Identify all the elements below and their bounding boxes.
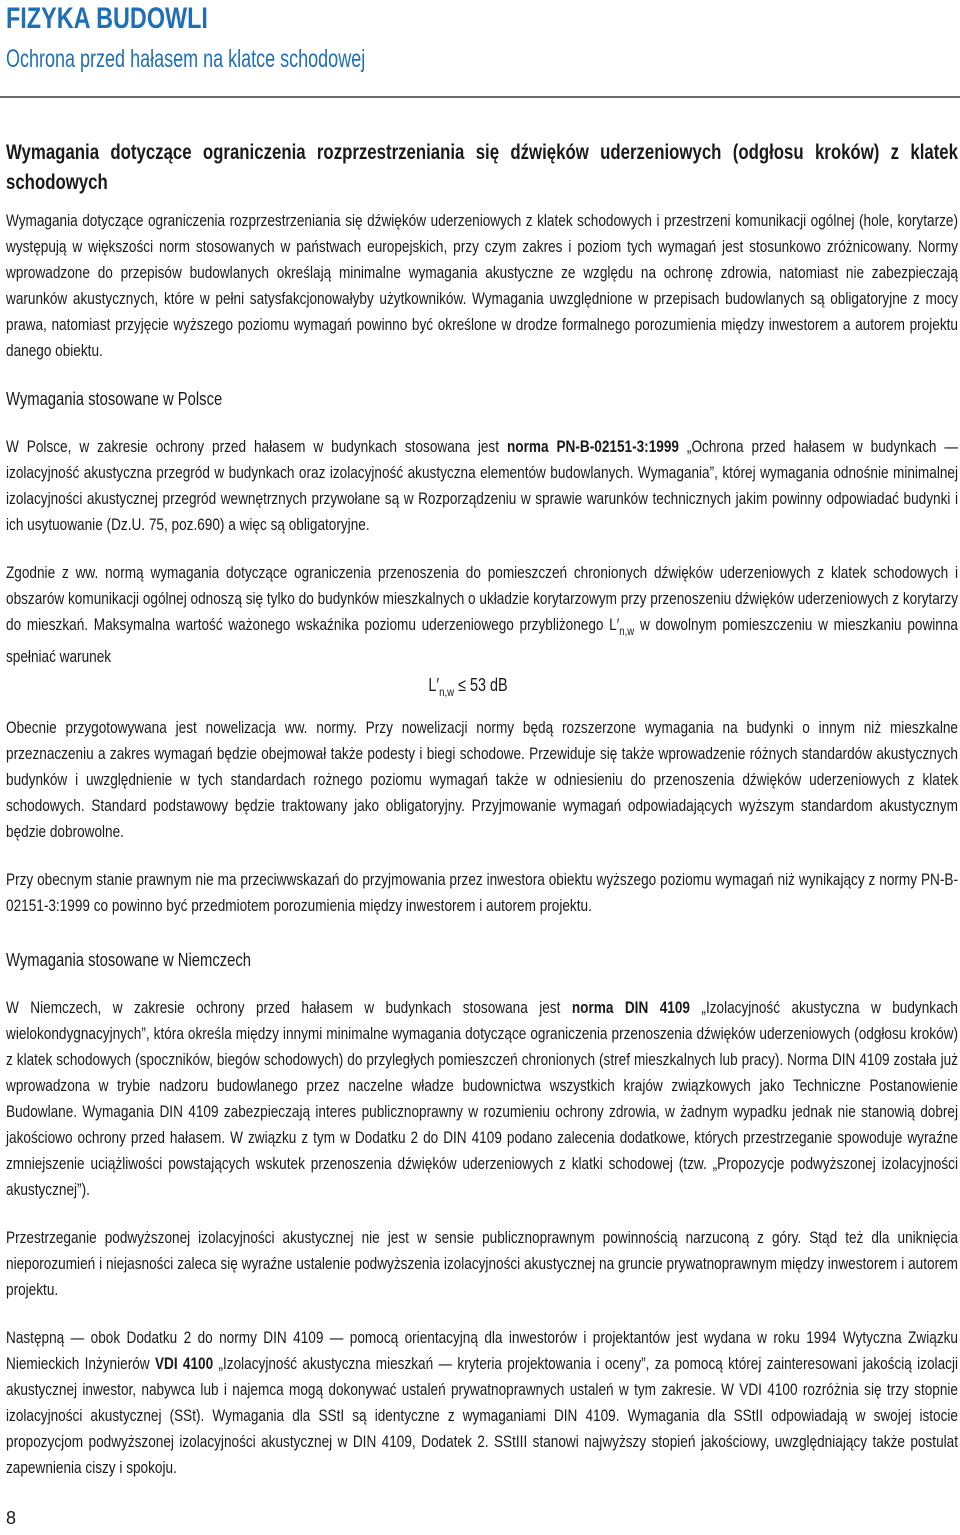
heading-poland: Wymagania stosowane w Polsce — [6, 388, 223, 409]
poland-paragraph-2: Zgodnie z ww. normą wymagania dotyczące ograniczenia przenoszenia do pomieszczeń chronionych dźwięków uderzeniowych z klatek schodowych i obszarów komunikacji ogólnej odnoszą się tylko do budynków mieszkalnych o układzie korytarzowym przy przenoszeniu dźwięków uderzeniowych z korytarzy do mieszkań. Maksymalna wartość ważonego wskaźnika poziomu uderzeniowego przybliżonego $L'_{n,w}$ w dowolnym pomieszczeniu w mieszkaniu powinna spełniać warunek — [6, 563, 958, 666]
heading-germany: Wymagania stosowane w Niemczech — [6, 949, 251, 970]
poland-paragraph-3: Obecnie przygotowywana jest nowelizacja ww. normy. Przy nowelizacji normy będą rozszerzone wymagania na budynki o innym niż mieszkalne przeznaczeniu a zakres wymagań będzie obejmował także podesty i biegi schodowe. Przewiduje się także wprowadzenie różnych standardów akustycznych budynków i uwzględnienie w tych standardach rożnego poziomu wymagań także w odniesieniu do przenoszenia dźwięków uderzeniowych z klatek schodowych. Standard podstawowy będzie traktowany jako obligatoryjny. Przyjmowanie wymagań odpowiadających wyższym standardom akustycznym będzie dobrowolne. — [6, 718, 958, 841]
article-title: Wymagania dotyczące ograniczenia rozprzestrzeniania się dźwięków uderzeniowych (odgłosu kroków) z klatek schodowych — [6, 141, 958, 194]
article-body — [6, 138, 960, 1481]
poland-paragraph-4: Przy obecnym stanie prawnym nie ma przeciwwskazań do przyjmowania przez inwestora obiektu wyższego poziomu wymagań niż wynikający z normy PN-B-02151-3:1999 co powinno być przedmiotem porozumienia między inwestorem i autorem projektu. — [6, 870, 958, 915]
poland-paragraph-1: W Polsce, w zakresie ochrony przed hałasem w budynkach stosowana jest norma PN-B-02151-3:1999 „Ochrona przed hałasem w budynkach — izolacyjność akustyczna przegród w budynkach oraz izolacyjność akustyczna elementów budowlanych. Wymagania”, której wymagania odnośnie minimalnej izolacyjności akustycznej przegród wewnętrznych przywołane są w Rozporządzeniu w sprawie warunków technicznych jakim powinny odpowiadać budynki i ich usytuowanie (Dz.U. 75, poz.690) a więc są obligatoryjne. — [6, 437, 958, 534]
formula: $L'_{n,w} \le 53$ dB — [428, 675, 508, 699]
germany-paragraph-1: W Niemczech, w zakresie ochrony przed hałasem w budynkach stosowana jest norma DIN 4109 „Izolacyjność akustyczna w budynkach wielokondygnacyjnych”, która określa między innymi minimalne wymagania dotyczące ograniczenia przenoszenia dźwięków uderzeniowych (odgłosu kroków) z klatek schodowych (spoczników, biegów schodowych) do przyległych pomieszczeń chronionych (stref mieszkalnych lub pracy). Norma DIN 4109 została już wprowadzona w trybie nadzoru budowlanego przez naczelne władze budownictwa wszystkich krajów związkowych jako Techniczne Postanowienie Budowlane. Wymagania DIN 4109 zabezpieczają interes publicznoprawny w rozumieniu ochrony zdrowia, w żadnym wypadku jednak nie stanowią dobrej jakościowo ochrony przed hałasem. W związku z tym w Dodatku 2 do DIN 4109 podano zalecenia dodatkowe, których przestrzeganie spowoduje wyraźne zmniejszenie uciążliwości powstających wskutek przenoszenia dźwięków uderzeniowych z klatki schodowej (tzw. „Propozycje podwyższonej izolacyjności akustycznej”). — [6, 998, 958, 1199]
germany-paragraph-3: Następną — obok Dodatku 2 do normy DIN 4109 — pomocą orientacyjną dla inwestorów i projektantów jest wydana w roku 1994 Wytyczna Związku Niemieckich Inżynierów VDI 4100 „Izolacyjność akustyczna mieszkań — kryteria projektowania i oceny”, za pomocą której zainteresowani jakością izolacji akustycznej inwestor, nabywca lub i najemca mogą dokonywać ustaleń prywatnoprawnych ustaleń w tym zakresie. W VDI 4100 rozróżnia się trzy stopnie izolacyjności akustycznej (SSt). Wymagania dla SStI są identyczne z wymaganiami DIN 4109. Wymagania dla SStII odpowiadają w swojej istocie propozycjom podwyższonej izolacyjności akustycznej w DIN 4109, Dodatek 2. SStIII stanowi najwyższy stopień jakościowy, uwzględniający także postulat zapewnienia ciszy i spokoju. — [6, 1328, 959, 1477]
header-divider — [0, 96, 960, 98]
section-subtitle: Ochrona przed hałasem na klatce schodowej — [6, 45, 366, 73]
page-number: 8 — [6, 1508, 17, 1528]
intro-paragraph: Wymagania dotyczące ograniczenia rozprzestrzeniania się dźwięków uderzeniowych z klatek schodowych i przestrzeni komunikacji ogólnej (hole, korytarze) występują w większości norm stosowanych w państwach europejskich, przy czym zakres i poziom tych wymagań jest stosunkowo zróżnicowany. Normy wprowadzone do przepisów budowlanych określają minimalne wymagania akustyczne ze względu na ochronę zdrowia, natomiast nie zabezpieczają warunków akustycznych, które w pełni satysfakcjonowałyby użytkowników. Wymagania uwzględnione w przepisach budowlanych są obligatoryjne z mocy prawa, natomiast przyjęcie wyższego poziomu wymagań powinno być określone w drodze formalnego porozumienia między inwestorem a autorem projektu danego obiektu. — [6, 211, 958, 360]
section-title: FIZYKA BUDOWLI — [6, 2, 208, 35]
germany-paragraph-2: Przestrzeganie podwyższonej izolacyjności akustycznej nie jest w sensie publicznoprawnym powinnością narzuconą z góry. Stąd też dla uniknięcia nieporozumień i niejasności zaleca się wyraźne ustalenie podwyższenia izolacyjności akustycznej na gruncie prywatnoprawnym między inwestorem i autorem projektu. — [6, 1228, 958, 1299]
